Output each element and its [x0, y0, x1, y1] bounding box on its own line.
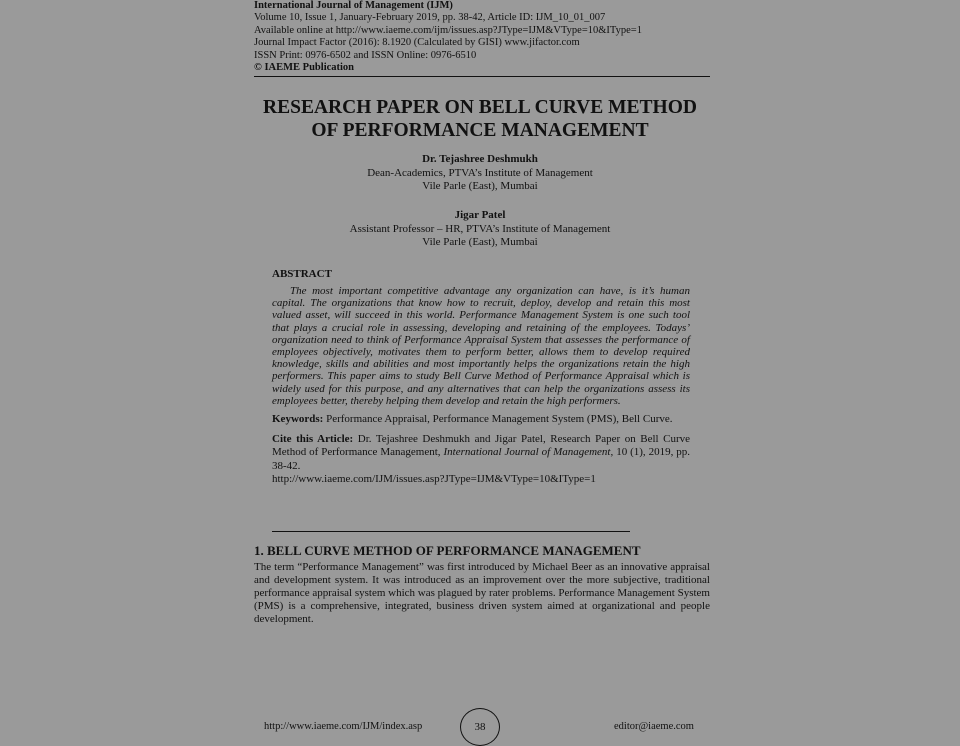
- author-role: Assistant Professor – HR, PTVA’s Institute of Management: [349, 222, 611, 235]
- author-block-2: [260, 209, 700, 250]
- author-name: Jigar Patel: [454, 209, 506, 221]
- keywords-label: Keywords:: [272, 413, 324, 426]
- impact-factor: Journal Impact Factor (2016): 8.1920 (Calculated by GISI) www.jifactor.com: [254, 37, 580, 49]
- citation: [272, 433, 690, 486]
- cite-label: Cite this Article:: [272, 433, 354, 446]
- issn-info: ISSN Print: 0976-6502 and ISSN Online: 0976-6510: [254, 49, 477, 61]
- author-name: Dr. Tejashree Deshmukh: [422, 153, 538, 165]
- paper-title: [240, 96, 720, 142]
- page-number-text: 38: [474, 721, 486, 733]
- title-line-2: OF PERFORMANCE MANAGEMENT: [311, 120, 649, 141]
- abstract-heading: ABSTRACT: [272, 268, 332, 280]
- footer-url[interactable]: http://www.iaeme.com/IJM/index.asp: [264, 721, 423, 732]
- cite-details: 10 (1), 2019, pp. 38-42.: [272, 446, 691, 472]
- section-text: The term “Performance Management” was first introduced by Michael Beer as an innovative appraisal and development system. It was introduced as an improvement over the more subjective, traditional performance appraisal system which was plagued by rater problems. Performance Management System (PMS) is a comprehensive, integrated, business driven system aimed at organizational and people development.: [254, 561, 710, 625]
- keywords: [272, 413, 690, 426]
- section-1: [254, 543, 710, 626]
- footer-email[interactable]: editor@iaeme.com: [614, 721, 694, 732]
- author-location: Vile Parle (East), Mumbai: [422, 180, 538, 193]
- keywords-text: Performance Appraisal, Performance Management System (PMS), Bell Curve.: [326, 413, 673, 426]
- journal-name: International Journal of Management (IJM): [254, 0, 453, 11]
- author-role: Dean-Academics, PTVA’s Institute of Management: [367, 166, 593, 179]
- author-location: Vile Parle (East), Mumbai: [422, 236, 538, 249]
- author-block-1: [260, 153, 700, 194]
- page-number: [460, 708, 500, 746]
- page-footer: [0, 708, 960, 746]
- section-heading: 1. BELL CURVE METHOD OF PERFORMANCE MANAGEMENT: [254, 543, 641, 558]
- cite-authors: Dr. Tejashree Deshmukh and Jigar Patel, Research Paper on Bell Curve Method of Performance Management,: [272, 433, 691, 459]
- cite-divider: [272, 531, 630, 532]
- abstract-section: [272, 268, 690, 486]
- volume-info: Volume 10, Issue 1, January-February 2019, pp. 38-42, Article ID: IJM_10_01_007: [254, 12, 606, 24]
- cite-url[interactable]: http://www.iaeme.com/IJM/issues.asp?JType=IJM&VType=10&IType=1: [272, 472, 596, 485]
- title-line-1: RESEARCH PAPER ON BELL CURVE METHOD: [263, 97, 697, 118]
- header-divider: [254, 76, 710, 77]
- abstract-text: The most important competitive advantage any organization can have, is it’s human capital. The organizations that know how to recruit, deploy, develop and retain this most valued asset, will succeed in this world. Performance Management System is one such tool that plays a crucial role in assessing, developing and retaining of the employees. Todays’ organization need to think of Performance Appraisal System that assesses the performance of employees objectively, motivates them to perform better, allows them to develop required knowledge, skills and abilities and most importantly helps the organizations retain the high performers. This paper aims to study Bell Curve Method of Performance Appraisal which is widely used for this purpose, and any alternatives that can help the organizations assess its employees better, thereby helping them develop and retain the high performers.: [272, 285, 690, 407]
- availability-link[interactable]: Available online at http://www.iaeme.com/ijm/issues.asp?JType=IJM&VType=10&IType=1: [254, 24, 642, 36]
- cite-journal: International Journal of Management,: [443, 446, 614, 459]
- journal-header: [254, 0, 710, 74]
- publisher: © IAEME Publication: [254, 62, 355, 74]
